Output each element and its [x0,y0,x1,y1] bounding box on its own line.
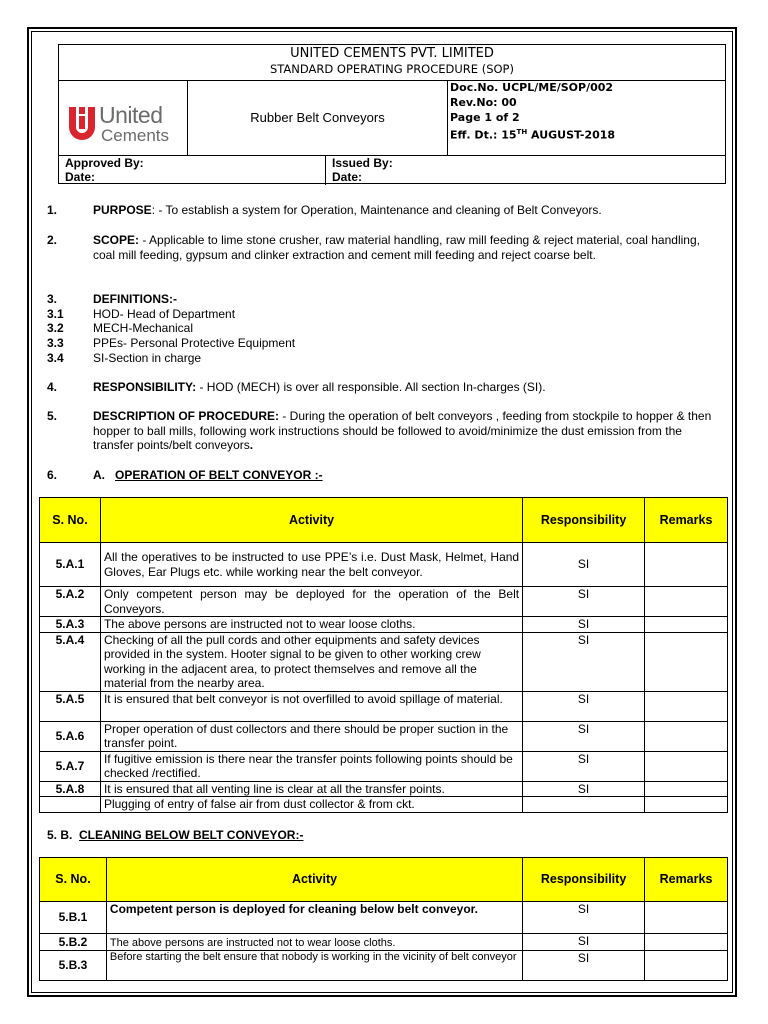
responsibility-label: RESPONSIBILITY: [93,380,197,394]
header-responsibility: Responsibility [523,858,645,902]
definitions-label: DEFINITIONS:- [93,292,177,306]
description-text: - During the operation of belt conveyors , feeding from stockpile to hopper & then hopper to ball mills, following work instructions should be followed to avoid/minimize the dust emission from the transfer points/belt conveyors [93,409,712,452]
operation-table [39,497,728,813]
table-header-row [40,858,728,902]
cleaning-heading: 5. B. CLEANING BELOW BELT CONVEYOR:- [47,828,304,842]
table-row: 5.A.3 The above persons are instructed not to wear loose cloths. SI [40,617,728,633]
revision-number: Rev.No: 00 [450,96,517,109]
definition-text: SI-Section in charge [93,351,202,365]
doc-number: Doc.No. UCPL/ME/SOP/002 [450,81,614,94]
issued-cell [326,156,726,185]
header-remarks: Remarks [645,498,728,543]
approved-cell [59,156,326,185]
effective-date: Eff. Dt.: 15TH AUGUST-2018 [450,128,616,142]
definition-text: PPEs- Personal Protective Equipment [93,336,296,350]
document-meta [448,80,726,155]
header-activity: Activity [106,858,522,902]
header-remarks: Remarks [645,858,728,902]
scope-number: 2. [47,233,58,247]
header-sno: S. No. [40,498,101,543]
table-row: 5.B.3 Before starting the belt ensure that nobody is working in the vicinity of belt conveyor SI [40,951,728,981]
issued-by-label: Issued By: [332,156,393,170]
table-row: 5.A.6 Proper operation of dust collectors and there should be proper suction in the transfer point. SI [40,721,728,751]
table-row: 5.A.8 It is ensured that all venting line is clear at all the transfer points. SI [40,781,728,797]
scope-section [93,233,713,262]
table-header-row [40,498,728,543]
definition-number: 3.1 [47,307,64,321]
scope-label: SCOPE: [93,233,140,247]
document-title: Rubber Belt Conveyors [188,80,448,155]
document-header [58,44,726,184]
approval-row [59,155,725,185]
operation-number: 6. [47,468,58,482]
purpose-section [93,203,723,218]
description-label: DESCRIPTION OF PROCEDURE: [93,409,280,423]
table-row: Plugging of entry of false air from dust collector & from ckt. [40,797,728,813]
description-number: 5. [47,409,58,423]
issued-date-label: Date: [332,170,363,184]
definition-number: 3.2 [47,321,64,335]
approved-by-label: Approved By: [65,156,144,170]
approved-date-label: Date: [65,170,96,184]
document-type: STANDARD OPERATING PROCEDURE (SOP) [270,62,514,76]
header-activity: Activity [100,498,522,543]
logo-word-united: United [99,102,163,128]
purpose-label: PURPOSE [93,203,152,217]
responsibility-text: - HOD (MECH) is over all responsible. All section In-charges (SI). [196,380,546,394]
company-logo [59,80,188,155]
table-row: 5.A.4 Checking of all the pull cords and other equipments and safety devices provided in the system. Hooter signal to be given to other working crew working in the adjacent area, to protect themselves and remove all the material from the nearby area. SI [40,632,728,691]
header-sno: S. No. [40,858,107,902]
united-cements-logo-icon [67,105,97,143]
table-row: 5.A.7 If fugitive emission is there near the transfer points following points should be checked /rectified. SI [40,751,728,781]
description-section: DESCRIPTION OF PROCEDURE: - During the operation of belt conveyors , feeding from stockpile to hopper & then hopper to ball mills, following work instructions should be followed to avoid/minimize the dust emission from the transfer points/belt conveyors. [93,409,712,452]
responsibility-section [93,380,723,395]
operation-heading: A. OPERATION OF BELT CONVEYOR :- [93,468,323,482]
table-row: 5.A.2 Only competent person may be deployed for the operation of the Belt Conveyors. SI [40,587,728,617]
table-row: 5.A.5 It is ensured that belt conveyor is not overfilled to avoid spillage of material. SI [40,691,728,721]
table-row: 5.A.1 All the operatives to be instructed to use PPE’s i.e. Dust Mask, Helmet, Hand Gloves, Ear Plugs etc. while working near the belt conveyor. SI [40,543,728,587]
scope-text: - Applicable to lime stone crusher, raw material handling, raw mill feeding & reject material, coal handling, coal mill feeding, gypsum and clinker extraction and cement mill feeding and reject coarse belt. [93,233,700,262]
header-title-row [59,45,725,81]
responsibility-number: 4. [47,380,58,394]
definitions-number: 3. [47,292,58,306]
table-row: 5.B.2 The above persons are instructed not to wear loose cloths. SI [40,934,728,951]
company-name: UNITED CEMENTS PVT. LIMITED [290,46,494,61]
purpose-text: : - To establish a system for Operation, Maintenance and cleaning of Belt Conveyors. [151,203,602,217]
table-row: 5.B.1 Competent person is deployed for cleaning below belt conveyor. SI [40,902,728,934]
definition-text: MECH-Mechanical [93,321,194,335]
definition-text: HOD- Head of Department [93,307,236,321]
header-responsibility: Responsibility [523,498,645,543]
definition-number: 3.3 [47,336,64,350]
purpose-number: 1. [47,203,58,217]
logo-word-cements: Cements [101,126,170,145]
definition-number: 3.4 [47,351,64,365]
page-number: Page 1 of 2 [450,111,520,124]
cleaning-table [39,857,728,981]
